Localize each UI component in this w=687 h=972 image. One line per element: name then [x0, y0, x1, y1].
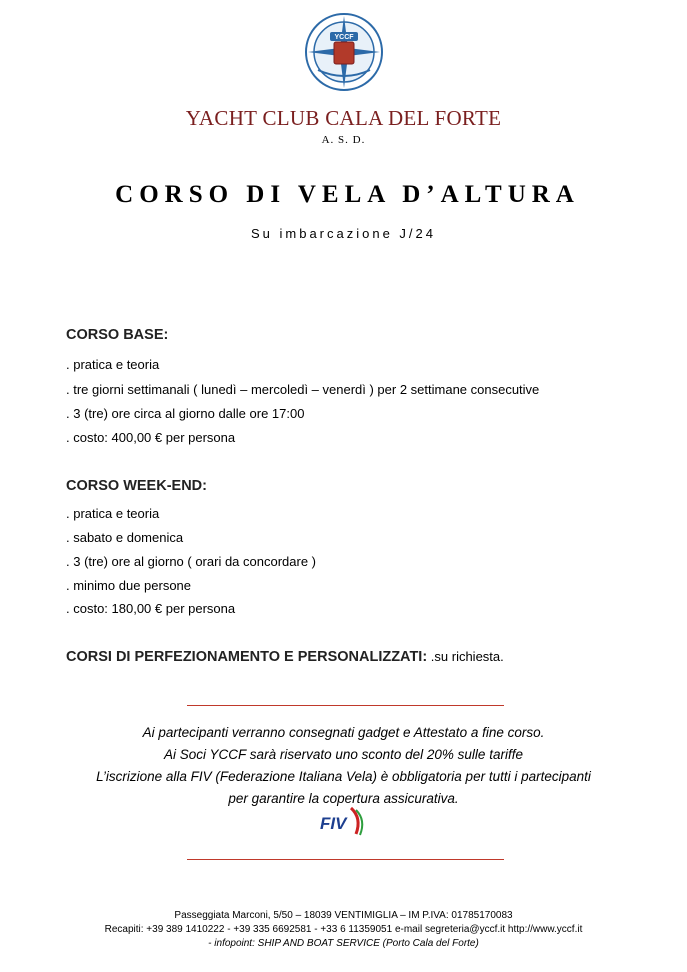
list-item: . costo: 400,00 € per persona	[66, 430, 236, 445]
perfezionamento	[66, 649, 504, 665]
page-title: CORSO DI VELA D’ALTURA	[115, 181, 580, 208]
footer	[0, 909, 687, 951]
note-line: Ai Soci YCCF sarà riservato uno sconto del 20% sulle tariffe	[164, 747, 523, 762]
footer-contacts: Recapiti: +39 389 1410222 - +39 335 6692581 - +33 6 11359051 e-mail segreteria@yccf.it http://www.yccf.it	[104, 924, 583, 935]
list-item: . pratica e teoria	[66, 357, 160, 372]
list-item: . costo: 180,00 € per persona	[66, 601, 236, 616]
footer-address: Passeggiata Marconi, 5/50 – 18039 VENTIMIGLIA – IM P.IVA: 01785170083	[174, 910, 513, 921]
club-subtitle: A. S. D.	[321, 134, 366, 146]
perfezionamento-heading: CORSI DI PERFEZIONAMENTO E PERSONALIZZATI:	[66, 649, 428, 665]
list-item: . 3 (tre) ore al giorno ( orari da concordare )	[66, 554, 316, 569]
logo-text: YCCF	[334, 34, 354, 41]
divider-bottom	[187, 859, 504, 860]
list-item: . sabato e domenica	[66, 530, 184, 545]
corso-weekend-heading: CORSO WEEK-END:	[66, 478, 207, 494]
note-line: Ai partecipanti verranno consegnati gadget e Attestato a fine corso.	[142, 725, 545, 740]
fiv-logo	[318, 804, 370, 838]
corso-base-heading: CORSO BASE:	[66, 327, 169, 343]
note-line: L’iscrizione alla FIV (Federazione Italiana Vela) è obbligatoria per tutti i partecipanti	[96, 769, 591, 784]
footer-infopoint: - infopoint: SHIP AND BOAT SERVICE (Porto Cala del Forte)	[208, 938, 479, 949]
list-item: . minimo due persone	[66, 578, 192, 593]
club-logo	[304, 12, 384, 92]
list-item: . 3 (tre) ore circa al giorno dalle ore 17:00	[66, 406, 305, 421]
note-line: per garantire la copertura assicurativa.	[228, 791, 459, 806]
list-item: . pratica e teoria	[66, 506, 160, 521]
divider-top	[187, 705, 504, 706]
notes	[0, 722, 687, 810]
perfezionamento-text: .su richiesta.	[427, 649, 504, 664]
list-item: . tre giorni settimanali ( lunedì – mercoledì – venerdì ) per 2 settimane consecutive	[66, 382, 540, 397]
fiv-logo-text: FIV	[320, 814, 347, 833]
page-subtitle: Su imbarcazione J/24	[250, 226, 436, 241]
club-name: YACHT CLUB CALA DEL FORTE	[185, 106, 502, 130]
